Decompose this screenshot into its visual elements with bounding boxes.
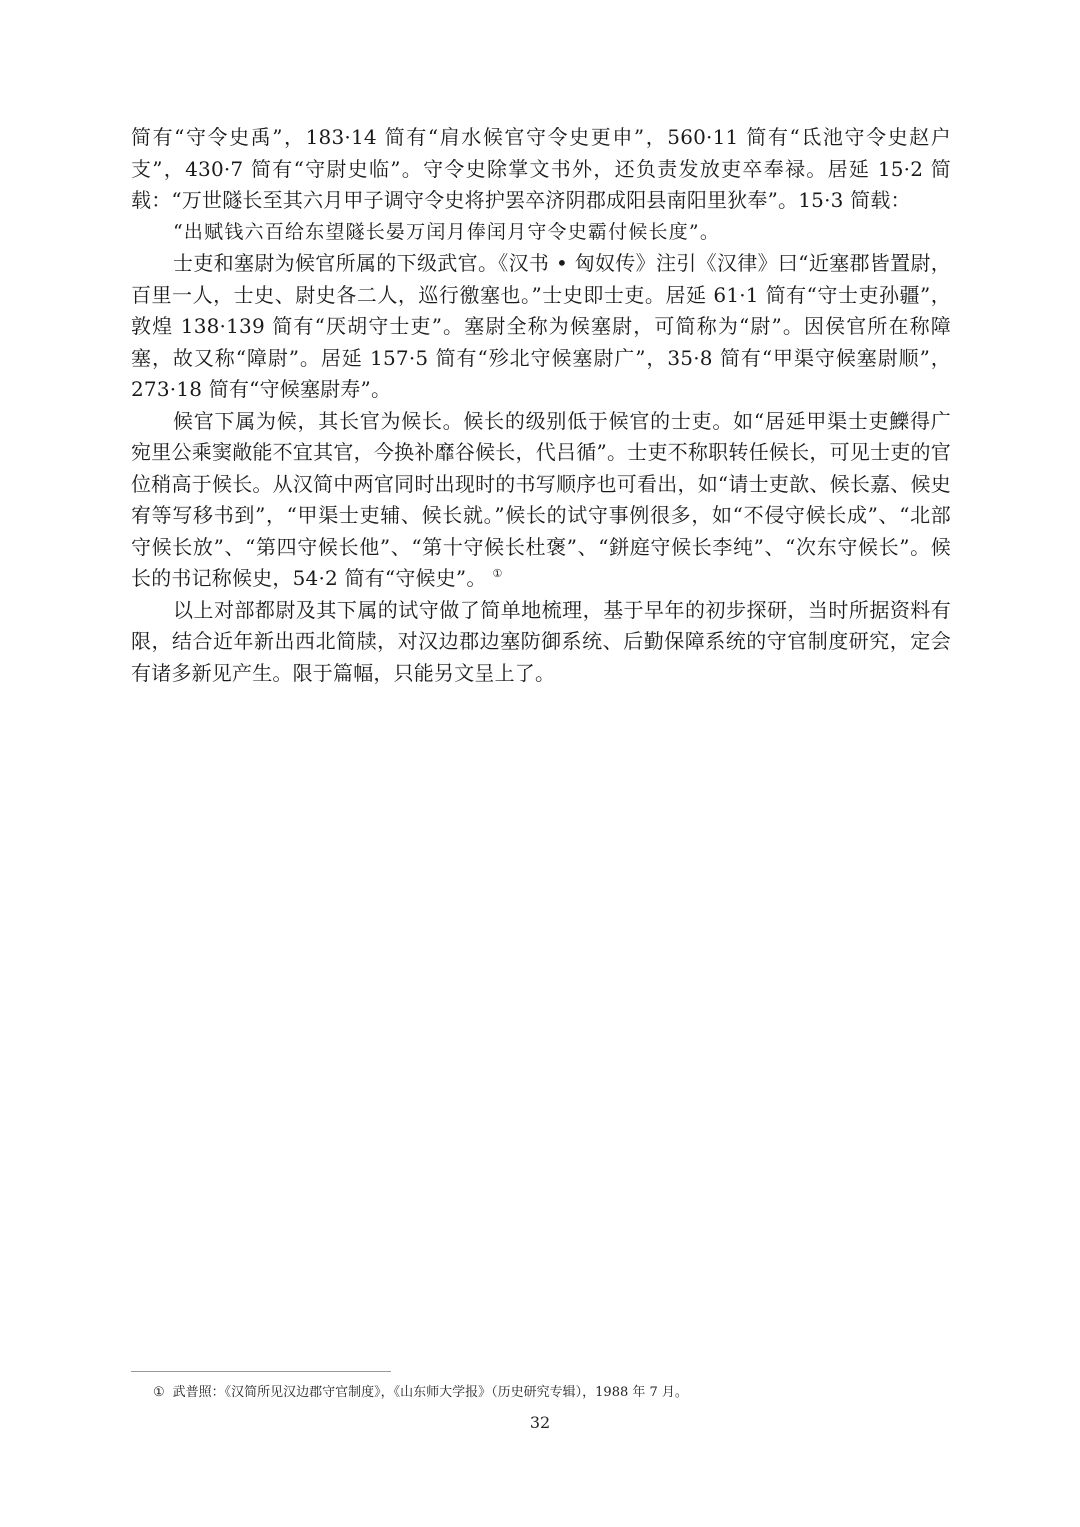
paragraph-4-text: 候官下属为候，其长官为候长。候长的级别低于候官的士吏。如“居延甲渠士吏鱳得广宛里公乘窦敞能不宜其官，今换补靡谷候长，代吕循”。士吏不称职转任候长，可见士吏的官位稍高于候长。从汉简中两官同时出现时的书写顺序也可看出，如“请士吏歆、候长嘉、候史宥等写移书到”，“甲渠士吏辅、候长就。”候长的试守事例很多，如“不侵守候长成”、“北部守候长放”、“第四守候长他”、“第十守候长杜褒”、“鉼庭守候长李纯”、“次东守候长”。候长的书记称候史，54·2 简有“守候史”。 (131, 408, 951, 590)
paragraph-5: 以上对部都尉及其下属的试守做了简单地梳理，基于早年的初步探研，当时所据资料有限，结合近年新出西北简牍，对汉边郡边塞防御系统、后勤保障系统的守官制度研究，定会有诸多新见产生。限于篇幅，只能另文呈上了。 (131, 597, 951, 685)
quoted-slip-text: “出赋钱六百给东望隧长晏万闰月俸闰月守令史霸付候长度”。 (173, 220, 721, 243)
footnote (153, 1384, 933, 1402)
paragraph-4 (131, 406, 951, 595)
page-number: 32 (529, 1413, 551, 1432)
footnote-number: ① (153, 1385, 165, 1400)
paragraph-1: 简有“守令史禹”，183·14 简有“肩水候官守令史更申”，560·11 简有“氐池守令史赵户支”，430·7 简有“守尉史临”。守令史除掌文书外，还负责发放吏卒奉禄。居延 15·2 简载：“万世隧长至其六月甲子调守令史将护罢卒济阴郡成阳县南阳里狄奉”。15·3 简载： (131, 125, 951, 212)
paragraph-3: 士吏和塞尉为候官所属的下级武官。《汉书 • 匈奴传》注引《汉律》曰“近塞郡皆置尉，百里一人，士史、尉史各二人，巡行徼塞也。”士史即士吏。居延 61·1 简有“守士吏孙疆”，敦煌 138·139 简有“厌胡守士吏”。塞尉全称为候塞尉，可简称为“尉”。因侯官所在称障塞，故又称“障尉”。居延 157·5 简有“殄北守候塞尉广”，35·8 简有“甲渠守候塞尉顺”，273·18 简有“守候塞尉寿”。 (131, 251, 951, 401)
footnote-text: 武普照：《汉简所见汉边郡守官制度》，《山东师大学报》（历史研究专辑），1988 年 7 月。 (172, 1385, 688, 1400)
footnote-marker[interactable]: ① (492, 567, 503, 581)
body-text (131, 122, 951, 689)
footnote-divider (131, 1371, 391, 1372)
